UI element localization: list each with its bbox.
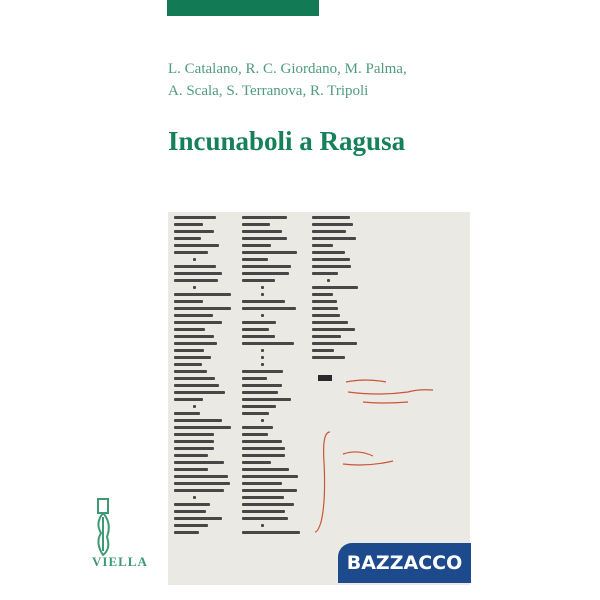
authors-line-2: A. Scala, S. Terranova, R. Tripoli [168, 83, 369, 99]
authors [168, 58, 407, 102]
authors-line-1: L. Catalano, R. C. Giordano, M. Palma, [168, 61, 407, 77]
manuscript-image [168, 212, 470, 585]
red-annotation [168, 212, 470, 585]
top-green-bar [167, 0, 319, 16]
book-title: Incunaboli a Ragusa [168, 126, 406, 156]
seller-badge: BAZZACCO [338, 543, 471, 583]
publisher-name: VIELLA [92, 554, 148, 569]
